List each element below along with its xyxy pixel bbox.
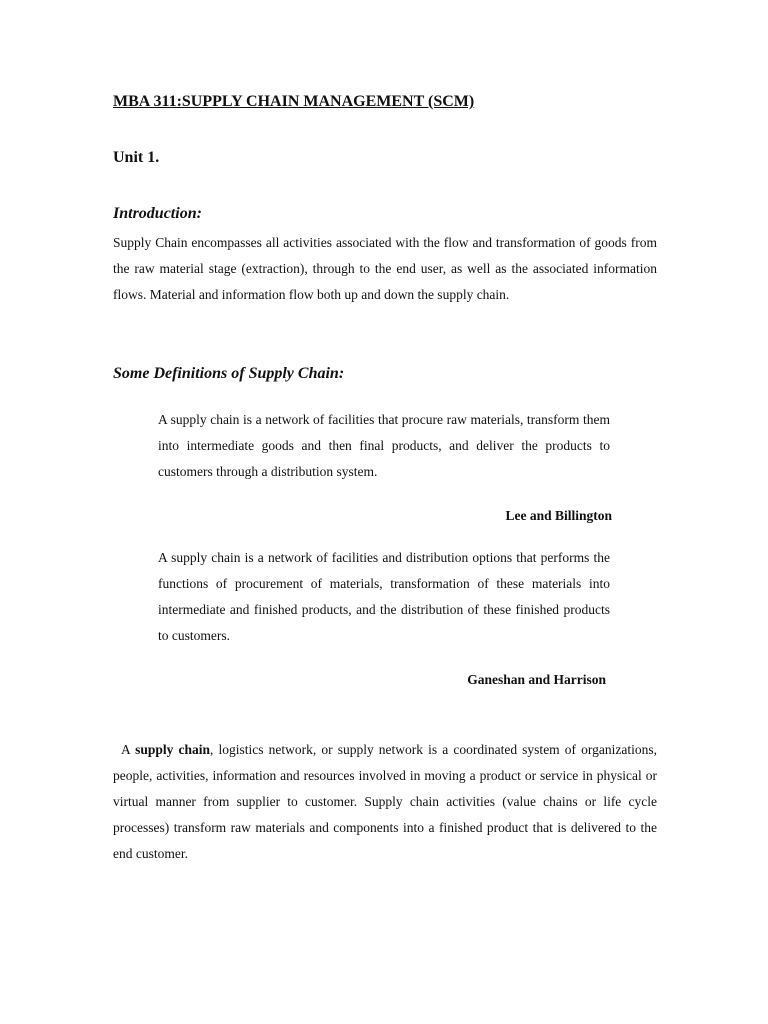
- supply-chain-term: supply chain: [135, 742, 211, 757]
- paragraph-lead-word: A: [121, 742, 131, 757]
- definition-author-1: Lee and Billington: [505, 508, 612, 523]
- paragraph-body-text: , logistics network, or supply network is a coordinated system of organizations, people, activities, information and resources involved in moving a product or service in physical or virtual manner from supplier to customer. Supply chain activities (value chains or life cycle processes) transform raw materials and components into a finished product that is delivered to the end customer.: [113, 742, 657, 861]
- introduction-heading: Introduction:: [113, 205, 202, 222]
- definition-quote-2: A supply chain is a network of facilities and distribution options that performs the functions of procurement of materials, transformation of these materials into intermediate and finished products, and the distribution of these finished products to customers.: [158, 550, 610, 643]
- definition-quote-1: A supply chain is a network of facilities that procure raw materials, transform them into intermediate goods and then final products, and deliver the products to customers through a distribution system.: [158, 412, 610, 479]
- definitions-heading: Some Definitions of Supply Chain:: [113, 365, 345, 382]
- supply-chain-paragraph: [113, 737, 657, 867]
- course-title: MBA 311:SUPPLY CHAIN MANAGEMENT (SCM): [113, 93, 475, 110]
- introduction-paragraph: Supply Chain encompasses all activities associated with the flow and transformation of goods from the raw material stage (extraction), through to the end user, as well as the associated information flows. Material and information flow both up and down the supply chain.: [113, 235, 657, 302]
- unit-title: Unit 1.: [113, 149, 160, 166]
- definition-author-2: Ganeshan and Harrison: [467, 672, 606, 687]
